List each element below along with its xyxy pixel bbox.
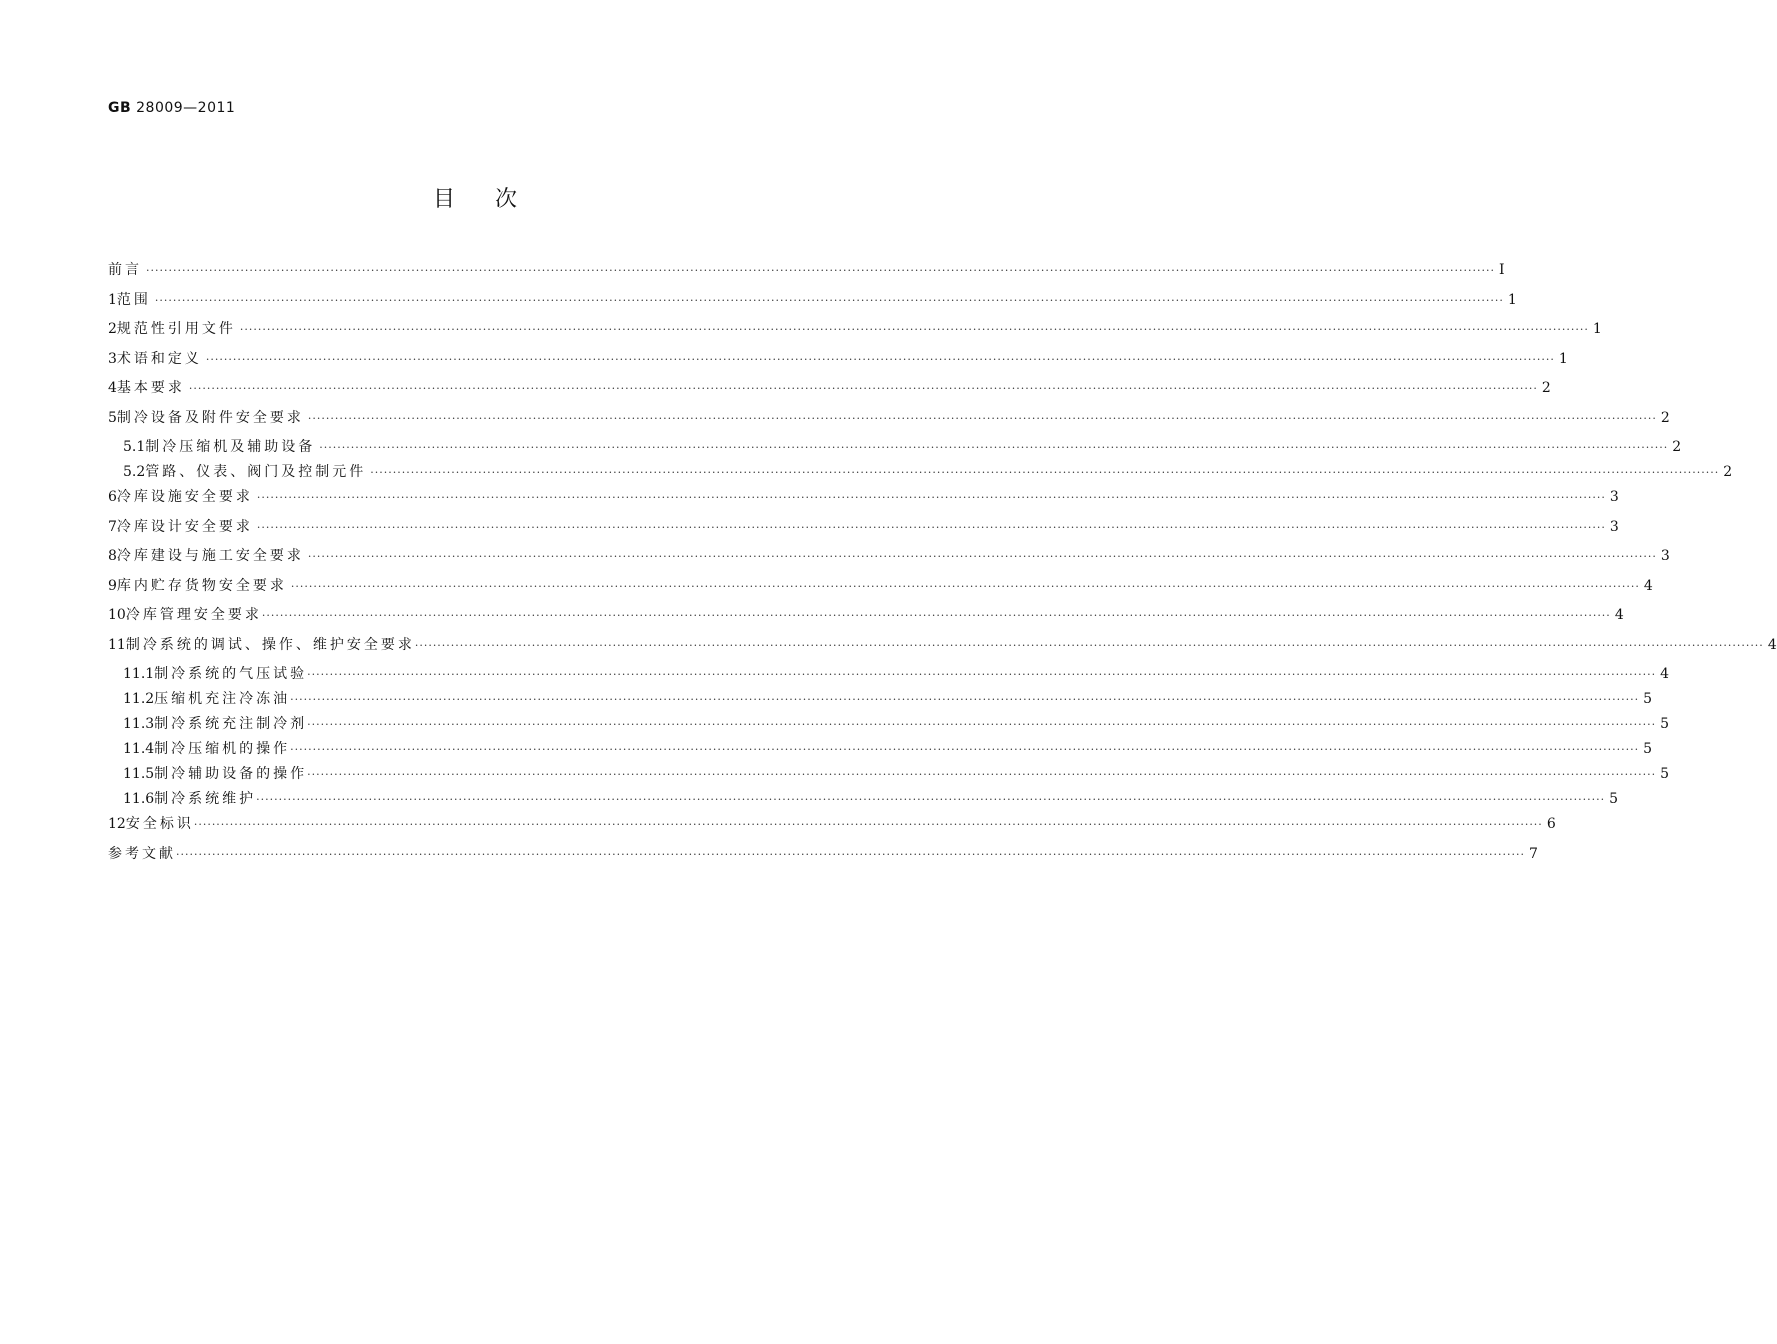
- toc-entry-number: 7: [108, 518, 117, 535]
- toc-entry-number: 10: [108, 607, 126, 623]
- toc-entry[interactable]: [108, 713, 1670, 738]
- toc-entry-page: 4: [1643, 577, 1653, 594]
- dot-leader: ············································································································································································································································································································: [146, 264, 1495, 277]
- toc-entry-number: 11.5: [123, 766, 155, 782]
- toc-entry-number: 6: [108, 489, 117, 505]
- toc-entry-number: 3: [108, 350, 117, 367]
- toc-entry-title: 管路、仪表、阀门及控制元件: [145, 464, 367, 480]
- standard-code: 28009—2011: [136, 100, 236, 116]
- page-title: 目次: [432, 187, 557, 212]
- dot-leader: ············································································································································································································································································································: [256, 793, 1606, 806]
- toc-entry-number: 11: [108, 636, 126, 653]
- dot-leader: ············································································································································································································································································································: [176, 847, 1525, 861]
- toc-entry[interactable]: [108, 436, 1682, 461]
- toc-entry[interactable]: [108, 259, 1505, 289]
- toc-entry-number: 11.1: [123, 666, 155, 682]
- toc-entry-title: 范围: [116, 291, 151, 308]
- toc-entry-title: 冷库设施安全要求: [116, 489, 253, 505]
- toc-entry[interactable]: [108, 763, 1670, 788]
- toc-entry-number: 5: [108, 409, 117, 426]
- toc-entry-page: Ⅰ: [1498, 262, 1505, 278]
- toc-entry-title: 库内贮存货物安全要求: [116, 577, 287, 594]
- toc-entry-page: 2: [1541, 380, 1551, 396]
- toc-entry-title: 安全标识: [125, 816, 194, 832]
- toc-entry-number: 1: [108, 291, 117, 308]
- dot-leader: ············································································································································································································································································································: [307, 550, 1657, 563]
- toc-entry-page: 5: [1660, 716, 1670, 732]
- standard-prefix: GB: [108, 100, 132, 116]
- toc-entry-page: 2: [1660, 409, 1670, 426]
- dot-leader: ············································································································································································································································································································: [290, 579, 1640, 593]
- toc-entry-title: 制冷辅助设备的操作: [154, 766, 308, 782]
- toc-entry-page: 1: [1592, 321, 1602, 337]
- toc-entry-page: 3: [1609, 489, 1619, 505]
- toc-entry[interactable]: [108, 634, 1777, 664]
- toc-entry-number: 11.3: [123, 716, 155, 732]
- dot-leader: ············································································································································································································································································································: [414, 638, 1764, 652]
- toc-entry-page: 4: [1767, 636, 1777, 653]
- toc-entry[interactable]: [108, 377, 1551, 407]
- toc-entry[interactable]: [108, 663, 1670, 688]
- dot-leader: ············································································································································································································································································································: [290, 693, 1640, 706]
- toc-entry[interactable]: [108, 318, 1602, 348]
- toc-entry[interactable]: [108, 289, 1517, 319]
- dot-leader: ············································································································································································································································································································: [193, 818, 1543, 831]
- dot-leader: ············································································································································································································································································································: [256, 520, 1606, 534]
- dot-leader: ············································································································································································································································································································: [154, 293, 1504, 307]
- toc-entry[interactable]: [108, 843, 1538, 873]
- toc-entry-number: 11.6: [123, 791, 155, 807]
- toc-entry-page: 4: [1614, 607, 1624, 623]
- toc-entry-page: 5: [1660, 766, 1670, 782]
- toc-entry-title: 基本要求: [116, 380, 185, 396]
- dot-leader: ············································································································································································································································································································: [307, 668, 1657, 681]
- toc-entry-number: 5.1: [123, 439, 146, 455]
- toc-entry-page: 2: [1723, 464, 1733, 480]
- toc-entry-title: 制冷系统的调试、操作、维护安全要求: [125, 636, 415, 653]
- toc-entry[interactable]: [108, 545, 1670, 575]
- dot-leader: ············································································································································································································································································································: [256, 491, 1606, 504]
- toc-entry-title: 压缩机充注冷冻油: [154, 691, 291, 707]
- dot-leader: ············································································································································································································································································································: [307, 411, 1657, 425]
- toc-entry-title: 冷库建设与施工安全要求: [116, 548, 304, 564]
- toc-entry-number: 11.4: [123, 741, 155, 757]
- dot-leader: ············································································································································································································································································································: [307, 768, 1657, 781]
- toc-entry-page: 6: [1546, 816, 1556, 832]
- toc-entry-title: 参考文献: [108, 845, 176, 862]
- toc-entry-title: 制冷系统的气压试验: [154, 666, 308, 682]
- toc-entry-page: 1: [1558, 350, 1568, 367]
- toc-entry-page: 2: [1672, 439, 1682, 455]
- dot-leader: ············································································································································································································································································································: [307, 718, 1657, 731]
- toc-entry[interactable]: [108, 604, 1624, 634]
- toc-entry-page: 1: [1507, 291, 1517, 308]
- toc-entry[interactable]: [108, 688, 1653, 713]
- toc-entry-number: 9: [108, 577, 117, 594]
- toc-entry-number: 5.2: [123, 464, 146, 480]
- toc-entry-title: 制冷压缩机及辅助设备: [145, 439, 316, 455]
- dot-leader: ············································································································································································································································································································: [290, 743, 1640, 756]
- table-of-contents: [108, 259, 1777, 872]
- toc-entry-title: 制冷压缩机的操作: [154, 741, 291, 757]
- toc-entry-number: 11.2: [123, 691, 155, 707]
- dot-leader: ············································································································································································································································································································: [205, 352, 1555, 366]
- toc-entry[interactable]: [108, 348, 1568, 378]
- toc-entry[interactable]: [108, 407, 1670, 437]
- toc-entry-title: 冷库管理安全要求: [125, 607, 262, 623]
- toc-entry-page: 4: [1660, 666, 1670, 682]
- toc-entry-title: 前言: [108, 262, 142, 278]
- toc-entry[interactable]: [108, 788, 1619, 813]
- toc-entry-number: 4: [108, 380, 117, 396]
- toc-entry-title: 术语和定义: [116, 350, 202, 367]
- standard-number: [108, 100, 235, 116]
- toc-entry-page: 5: [1643, 691, 1653, 707]
- toc-entry-page: 5: [1643, 741, 1653, 757]
- dot-leader: ············································································································································································································································································································: [319, 441, 1669, 454]
- dot-leader: ············································································································································································································································································································: [188, 382, 1538, 395]
- toc-entry-page: 5: [1609, 791, 1619, 807]
- toc-entry-page: 3: [1609, 518, 1619, 535]
- toc-entry-number: 12: [108, 816, 126, 832]
- toc-entry-title: 规范性引用文件: [116, 321, 236, 337]
- toc-entry-title: 制冷设备及附件安全要求: [116, 409, 304, 426]
- toc-entry-number: 2: [108, 321, 117, 337]
- dot-leader: ············································································································································································································································································································: [261, 609, 1611, 622]
- toc-entry-title: 制冷系统维护: [154, 791, 257, 807]
- toc-entry-title: 冷库设计安全要求: [116, 518, 253, 535]
- toc-entry-page: 7: [1528, 845, 1538, 862]
- toc-entry-page: 3: [1660, 548, 1670, 564]
- dot-leader: ············································································································································································································································································································: [370, 466, 1720, 479]
- toc-entry-number: 8: [108, 548, 117, 564]
- toc-entry[interactable]: [108, 461, 1733, 486]
- dot-leader: ············································································································································································································································································································: [239, 323, 1589, 336]
- toc-entry[interactable]: [108, 575, 1653, 605]
- toc-entry[interactable]: [108, 516, 1619, 546]
- toc-entry[interactable]: [108, 486, 1619, 516]
- toc-entry[interactable]: [108, 738, 1653, 763]
- toc-entry[interactable]: [108, 813, 1556, 843]
- toc-entry-title: 制冷系统充注制冷剂: [154, 716, 308, 732]
